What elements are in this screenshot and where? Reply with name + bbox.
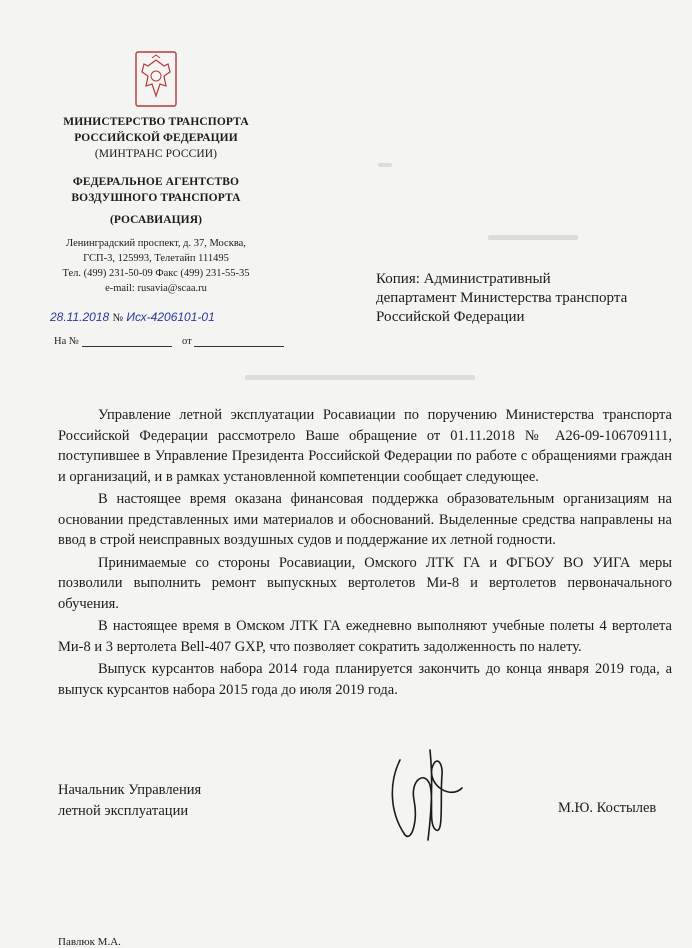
executor-name: Павлюк М.А.	[58, 936, 121, 948]
copy-line2: департамент Министерства транспорта	[376, 290, 628, 306]
registration-number-label: №	[112, 312, 124, 324]
ministry-short-name: (МИНТРАНС РОССИИ)	[94, 148, 218, 160]
address-line1: Ленинградский проспект, д. 37, Москва,	[66, 238, 246, 249]
body-paragraph-5: Выпуск курсантов набора 2014 года планируется закончить до конца января 2019 года, а выпуск курсантов набора 2015 года до июля 2019 года.	[58, 661, 672, 698]
ministry-name-line1: МИНИСТЕРСТВО ТРАНСПОРТА	[63, 116, 249, 128]
letterhead	[36, 50, 276, 296]
registration-number: Исх-4206101-01	[126, 310, 215, 324]
registration-stamp	[50, 310, 215, 324]
signatory-title-line1: Начальник Управления	[58, 782, 202, 798]
copy-line3: Российской Федерации	[376, 309, 525, 325]
letter-body	[58, 405, 672, 702]
agency-name-line2: ВОЗДУШНОГО ТРАНСПОРТА	[71, 192, 241, 204]
body-paragraph-4: В настоящее время в Омском ЛТК ГА ежедневно выполняют учебные полеты 4 вертолета Ми-8 и 3 вертолета Bell-407 GXP, что позволяет сократить задолженность по налету.	[58, 618, 672, 655]
handwritten-signature	[370, 740, 480, 850]
email-line: e-mail: rusavia@scaa.ru	[105, 283, 207, 294]
reference-line	[54, 336, 284, 347]
copy-line1: Копия: Административный	[376, 271, 551, 287]
redacted-mark	[245, 375, 475, 380]
registration-date: 28.11.2018	[50, 310, 110, 324]
address-line2: ГСП-3, 125993, Телетайп 111495	[83, 253, 229, 264]
body-paragraph-1: Управление летной эксплуатации Росавиации по поручению Министерства транспорта Российской Федерации рассмотрело Ваше обращение от 01.11.2018 № А26-09-106709111, поступившее в Управление Президента Российской Федерации по работе с обращениями граждан и организаций, и в рамках установленной компетенции сообщает следующее.	[58, 407, 672, 485]
reference-number-blank	[82, 336, 172, 347]
phone-fax-line: Тел. (499) 231-50-09 Факс (499) 231-55-35	[62, 268, 250, 279]
redacted-mark	[378, 163, 392, 167]
reference-date-blank	[194, 336, 284, 347]
signatory-title	[58, 780, 201, 822]
agency-name-line1: ФЕДЕРАЛЬНОЕ АГЕНТСТВО	[72, 176, 240, 188]
coat-of-arms-icon	[134, 50, 178, 108]
body-paragraph-3: Принимаемые со стороны Росавиации, Омского ЛТК ГА и ФГБОУ ВО УИГА меры позволили выполнить ремонт выпускных вертолетов Ми-8 и вертолетов первоначального обучения.	[58, 554, 672, 612]
signatory-title-line2: летной эксплуатации	[58, 803, 189, 819]
body-paragraph-2: В настоящее время оказана финансовая поддержка образовательным организациям на основании представленных ими материалов и обоснований. Выделенные средства направлены на ввод в строй неисправных воздушных судов и поддержание их летной годности.	[58, 491, 672, 548]
reference-ot-label: от	[182, 336, 192, 347]
reference-na-label: На №	[54, 336, 79, 347]
signatory-name: М.Ю. Костылев	[558, 800, 657, 816]
redacted-mark	[488, 235, 578, 240]
agency-short-name: (РОСАВИАЦИЯ)	[109, 214, 203, 226]
ministry-name-line2: РОССИЙСКОЙ ФЕДЕРАЦИИ	[74, 132, 238, 144]
copy-recipient	[376, 270, 676, 327]
